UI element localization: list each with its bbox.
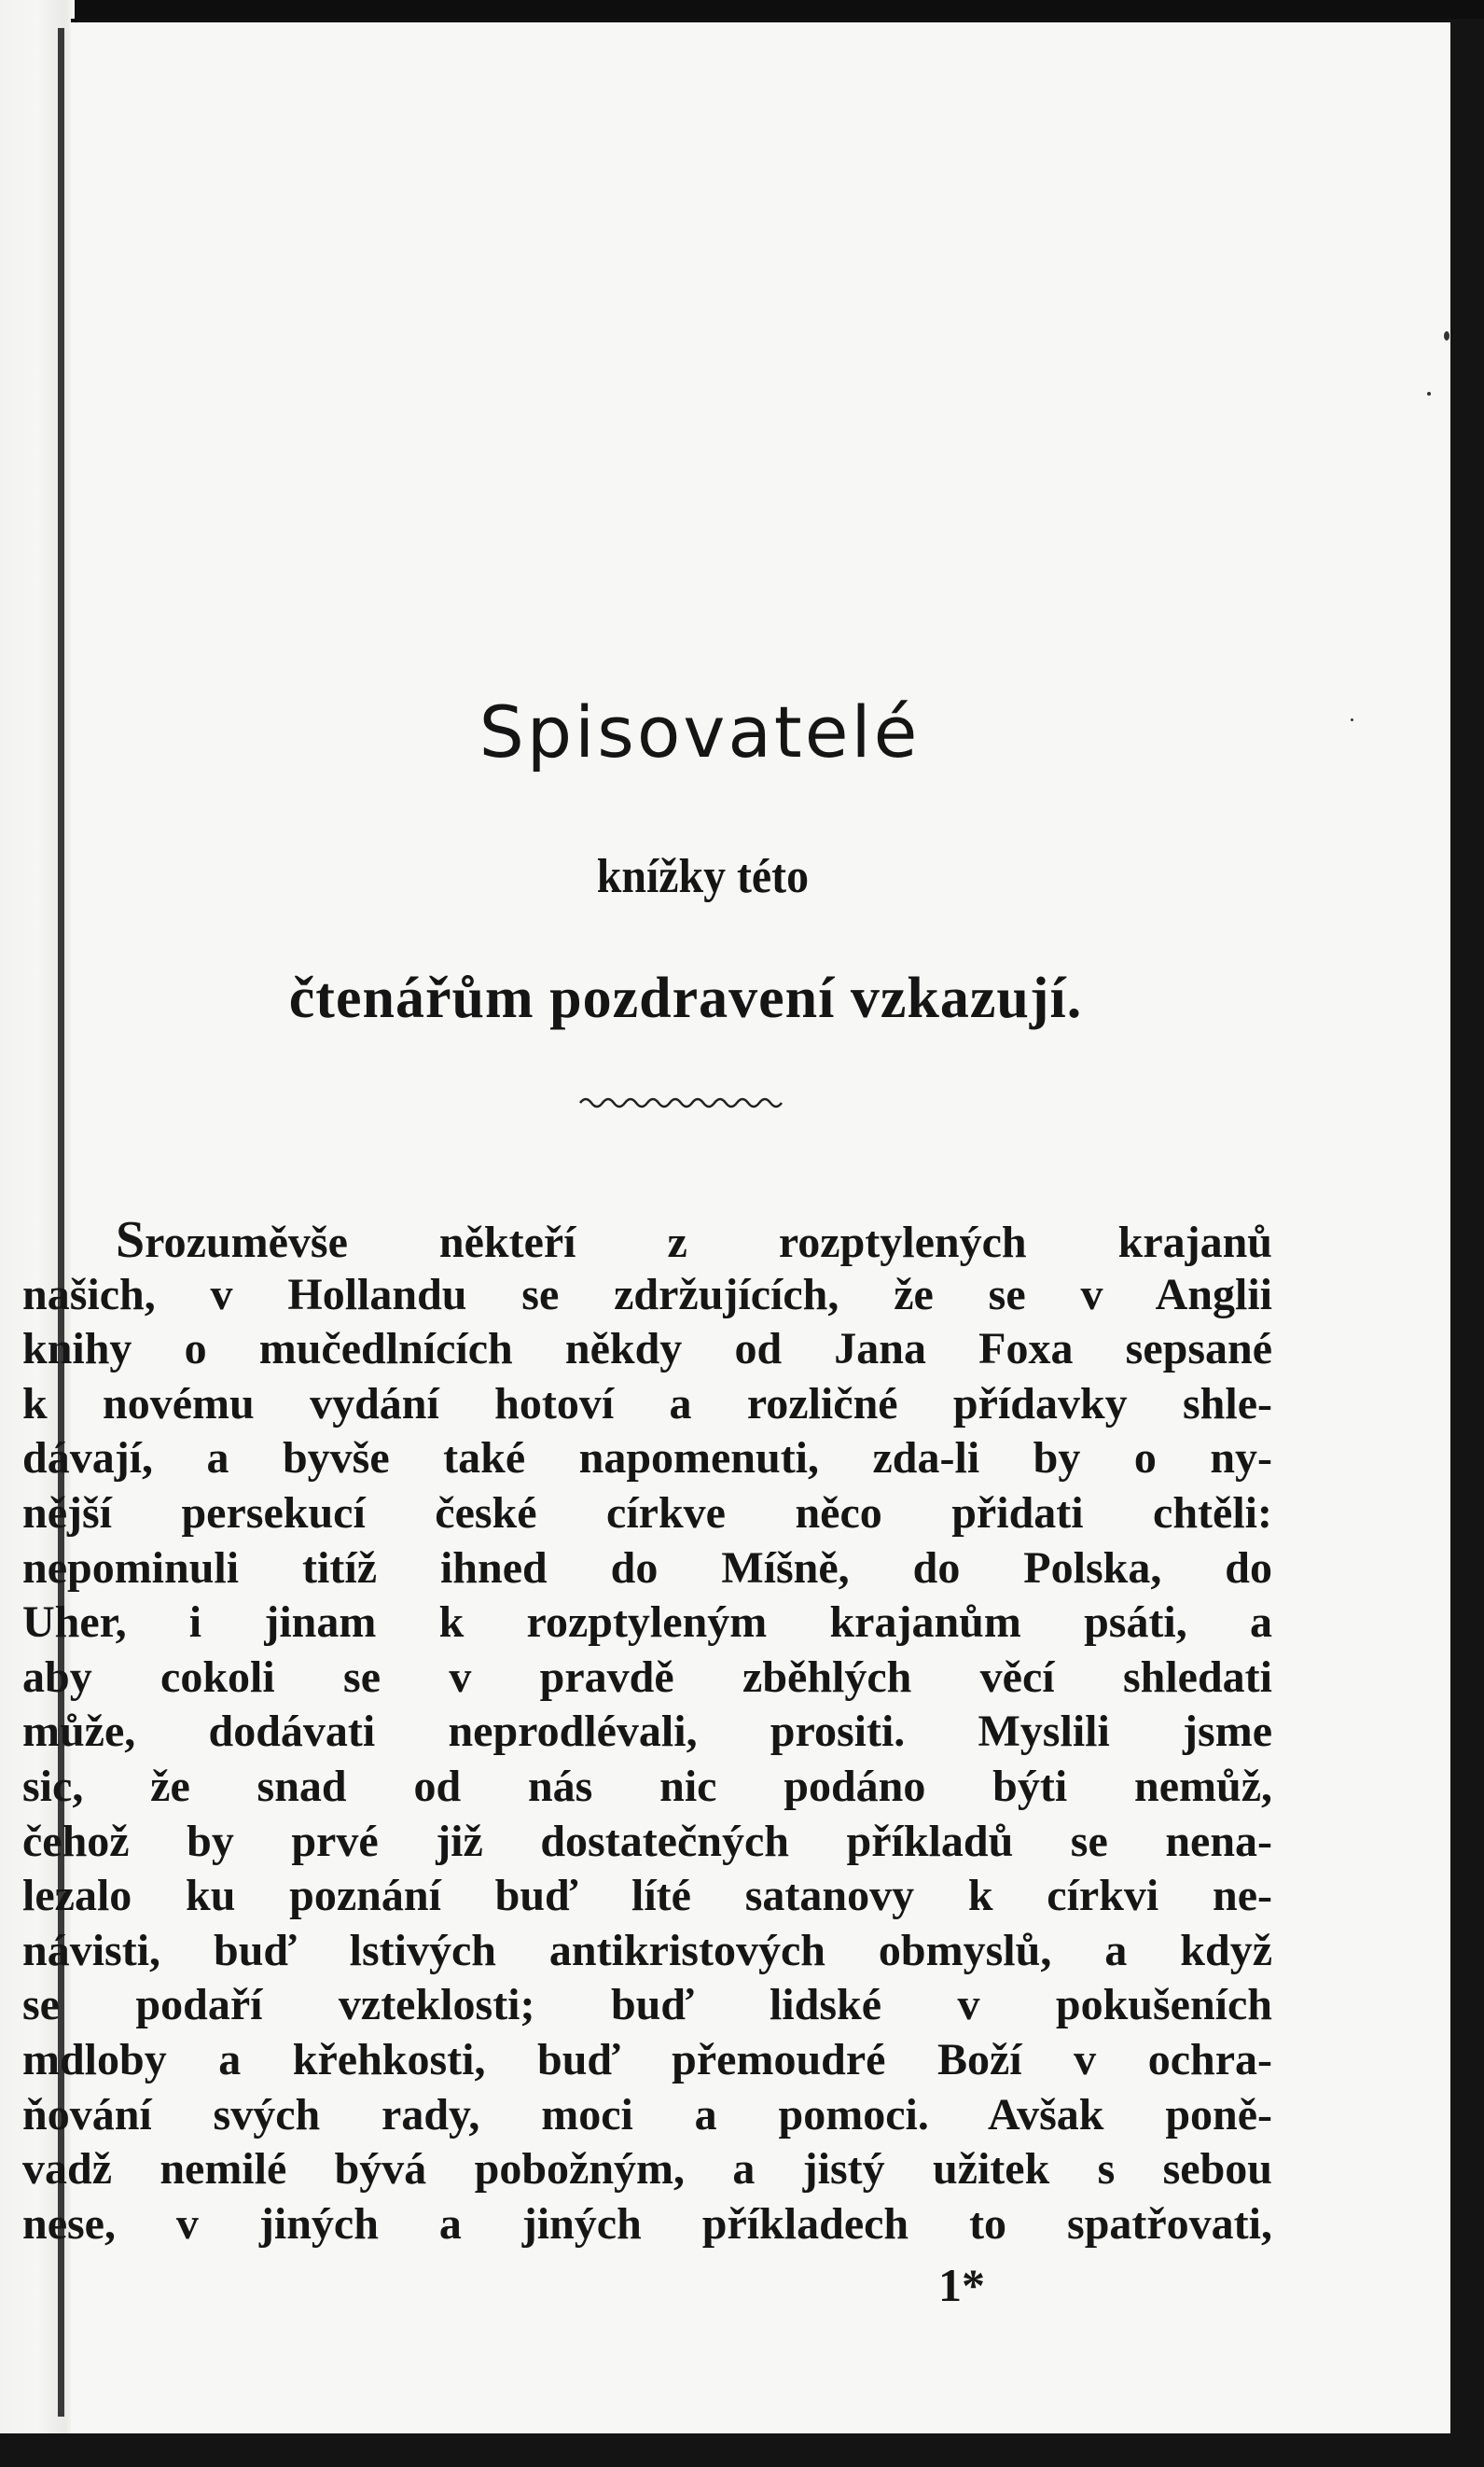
wavy-divider-ornament: [578, 1092, 784, 1114]
scan-bottom-edge: [0, 2433, 1484, 2467]
text-line: lezalo ku poznání buď líté satanovy k církvi ne-: [22, 1871, 1272, 1921]
page-title: Spisovatelé: [478, 690, 921, 774]
text-line: našich, v Hollandu se zdržujících, že se v Anglii: [22, 1269, 1272, 1319]
text-line: dávají, a byvše také napomenuti, zda-li by o ny-: [22, 1433, 1272, 1484]
text-line: Srozuměvše někteří z rozptylených krajanů: [116, 1211, 1272, 1269]
paper-speck: [1444, 331, 1449, 341]
text-line: k novému vydání hotoví a rozličné přídavky shle-: [22, 1378, 1272, 1429]
text-line: návisti, buď lstivých antikristových obmyslů, a když: [22, 1925, 1272, 1975]
text-line: nepominuli titíž ihned do Míšně, do Polska, do: [22, 1542, 1272, 1593]
text-line: Uher, i jinam k rozptyleným krajanům psáti, a: [22, 1597, 1272, 1648]
text-line: nější persekucí české církve něco přidati chtěli:: [22, 1487, 1272, 1538]
text-line: aby cokoli se v pravdě zběhlých věcí shledati: [22, 1652, 1272, 1702]
text-line: ňování svých rady, moci a pomoci. Avšak poně-: [22, 2089, 1272, 2139]
scan-right-edge: [1450, 19, 1484, 2467]
text-line: může, dodávati neprodlévali, prositi. Myslili jsme: [22, 1707, 1272, 1757]
paper-speck: [1351, 718, 1353, 721]
text-line: sic, že snad od nás nic podáno býti nemůž,: [22, 1761, 1272, 1811]
paper-speck: [1427, 392, 1431, 396]
text-line: vadž nemilé bývá pobožným, a jistý užitek s sebou: [22, 2144, 1272, 2195]
page-subtitle-dedication: čtenářům pozdravení vzkazují.: [288, 967, 1083, 1030]
text-line: čehož by prvé již dostatečných příkladů se nena-: [22, 1816, 1272, 1866]
text-line: mdloby a křehkosti, buď přemoudré Boží v ochra-: [22, 2034, 1272, 2084]
signature-mark: 1*: [938, 2259, 985, 2311]
text-line: knihy o mučedlnících někdy od Jana Foxa sepsané: [22, 1324, 1272, 1374]
page-subtitle: knížky této: [596, 850, 810, 903]
text-line: se podaří vzteklosti; buď lidské v pokušeních: [22, 1980, 1272, 2030]
text-line: nese, v jiných a jiných příkladech to spatřovati,: [22, 2198, 1272, 2249]
body-paragraph: [22, 1213, 1272, 2251]
drop-capital: S: [116, 1211, 146, 1269]
